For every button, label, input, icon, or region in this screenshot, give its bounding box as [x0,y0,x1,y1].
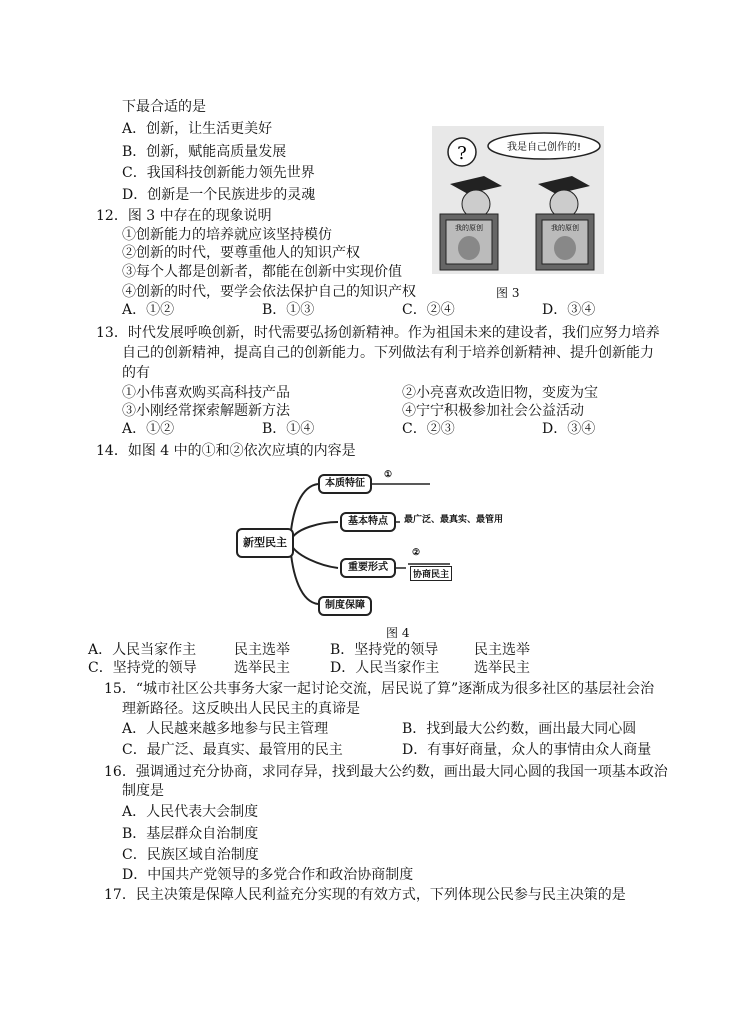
q15-stem-line-2: 理新路径。这反映出人民民主的真谛是 [122,701,360,717]
q13-item-1: ①小伟喜欢购买高科技产品 [122,385,290,401]
q11-option-b: B．创新，赋能高质量发展 [122,144,287,160]
q12-option-c: C．②④ [402,302,455,318]
q12-item-1: ①创新能力的培养就应该坚持模仿 [122,227,332,243]
feature-text: 最广泛、最真实、最管用 [404,515,504,525]
q15-option-c: C．最广泛、最真实、最管用的民主 [122,742,343,758]
q12-item-3: ③每个人都是创新者，都能在创新中实现价值 [122,264,402,280]
figure-4-diagram [232,468,532,618]
q14-option-b-second: 民主选举 [474,642,530,658]
q14-option-d: D．人民当家作主 [330,660,440,676]
q13-stem-line-3: 的有 [122,365,150,381]
q13-stem-line-2: 自己的创新精神，提高自己的创新能力。下列做法有利于培养创新精神、提升创新能力 [122,345,654,361]
figure-3-caption: 图 3 [496,286,520,300]
q12-option-a: A．①② [122,302,175,318]
q16-option-b: B．基层群众自治制度 [122,826,259,842]
q14-option-d-second: 选举民主 [474,660,530,676]
q16-stem-line-2: 制度是 [122,783,164,799]
blank-2-mark: ② [412,548,421,558]
node-new-democracy: 新型民主 [236,528,294,558]
right-board-text: 我的原创 [551,224,579,232]
q12-option-b: B．①③ [262,302,315,318]
q16-option-d: D．中国共产党领导的多党合作和政治协商制度 [122,867,414,883]
q12-option-d: D．③④ [542,302,596,318]
q16-stem-line-1: 16．强调通过充分协商，求同存异，找到最大公约数，画出最大同心圆的我国一项基本政治 [104,764,668,780]
q14-option-a-second: 民主选举 [234,642,290,658]
left-board-text: 我的原创 [455,224,483,232]
q11-option-d: D．创新是一个民族进步的灵魂 [122,187,316,203]
q13-stem-line-1: 13．时代发展呼唤创新，时代需要弘扬创新精神。作为祖国未来的建设者，我们应努力培养 [96,325,660,341]
q11-stem-end: 下最合适的是 [122,99,206,115]
node-important-form: 重要形式 [340,558,396,578]
q12-item-2: ②创新的时代，要尊重他人的知识产权 [122,245,360,261]
q13-item-3: ③小刚经常探索解题新方法 [122,403,290,419]
q16-option-a: A．人民代表大会制度 [122,804,259,820]
q14-option-a: A．人民当家作主 [88,642,197,658]
form-text: 协商民主 [410,566,452,581]
q14-option-c: C．坚持党的领导 [88,660,197,676]
q14-option-b: B．坚持党的领导 [330,642,439,658]
question-mark: ? [457,143,467,164]
speech-bubble-text: 我是自己创作的! [506,142,582,153]
figure-4-caption: 图 4 [386,626,410,640]
node-basic-characteristics: 基本特点 [340,512,396,532]
blank-1-mark: ① [384,470,393,480]
q15-option-a: A．人民越来越多地参与民主管理 [122,721,329,737]
q13-option-b: B．①④ [262,421,315,437]
q15-option-d: D．有事好商量，众人的事情由众人商量 [402,742,652,758]
q13-option-c: C．②③ [402,421,455,437]
q13-option-a: A．①② [122,421,175,437]
q14-option-c-second: 选举民主 [234,660,290,676]
figure-3-illustration [432,126,604,274]
q14-stem: 14．如图 4 中的①和②依次应填的内容是 [96,443,356,459]
q15-stem-line-1: 15．“城市社区公共事务大家一起讨论交流，居民说了算”逐渐成为很多社区的基层社会治 [104,681,655,697]
q11-option-c: C．我国科技创新能力领先世界 [122,165,315,181]
q16-option-c: C．民族区域自治制度 [122,847,259,863]
q13-option-d: D．③④ [542,421,596,437]
q15-option-b: B．找到最大公约数，画出最大同心圆 [402,721,637,737]
q12-stem: 12．图 3 中存在的现象说明 [96,208,272,224]
q11-option-a: A．创新，让生活更美好 [122,121,273,137]
node-essential-feature: 本质特征 [318,474,372,494]
q17-stem: 17．民主决策是保障人民利益充分实现的有效方式，下列体现公民参与民主决策的是 [104,887,626,903]
q13-item-4: ④宁宁积极参加社会公益活动 [402,403,584,419]
q12-item-4: ④创新的时代，要学会依法保护自己的知识产权 [122,284,416,300]
q13-item-2: ②小亮喜欢改造旧物，变废为宝 [402,385,598,401]
node-institutional-guarantee: 制度保障 [318,596,372,616]
figure-3-cartoon [432,126,604,274]
